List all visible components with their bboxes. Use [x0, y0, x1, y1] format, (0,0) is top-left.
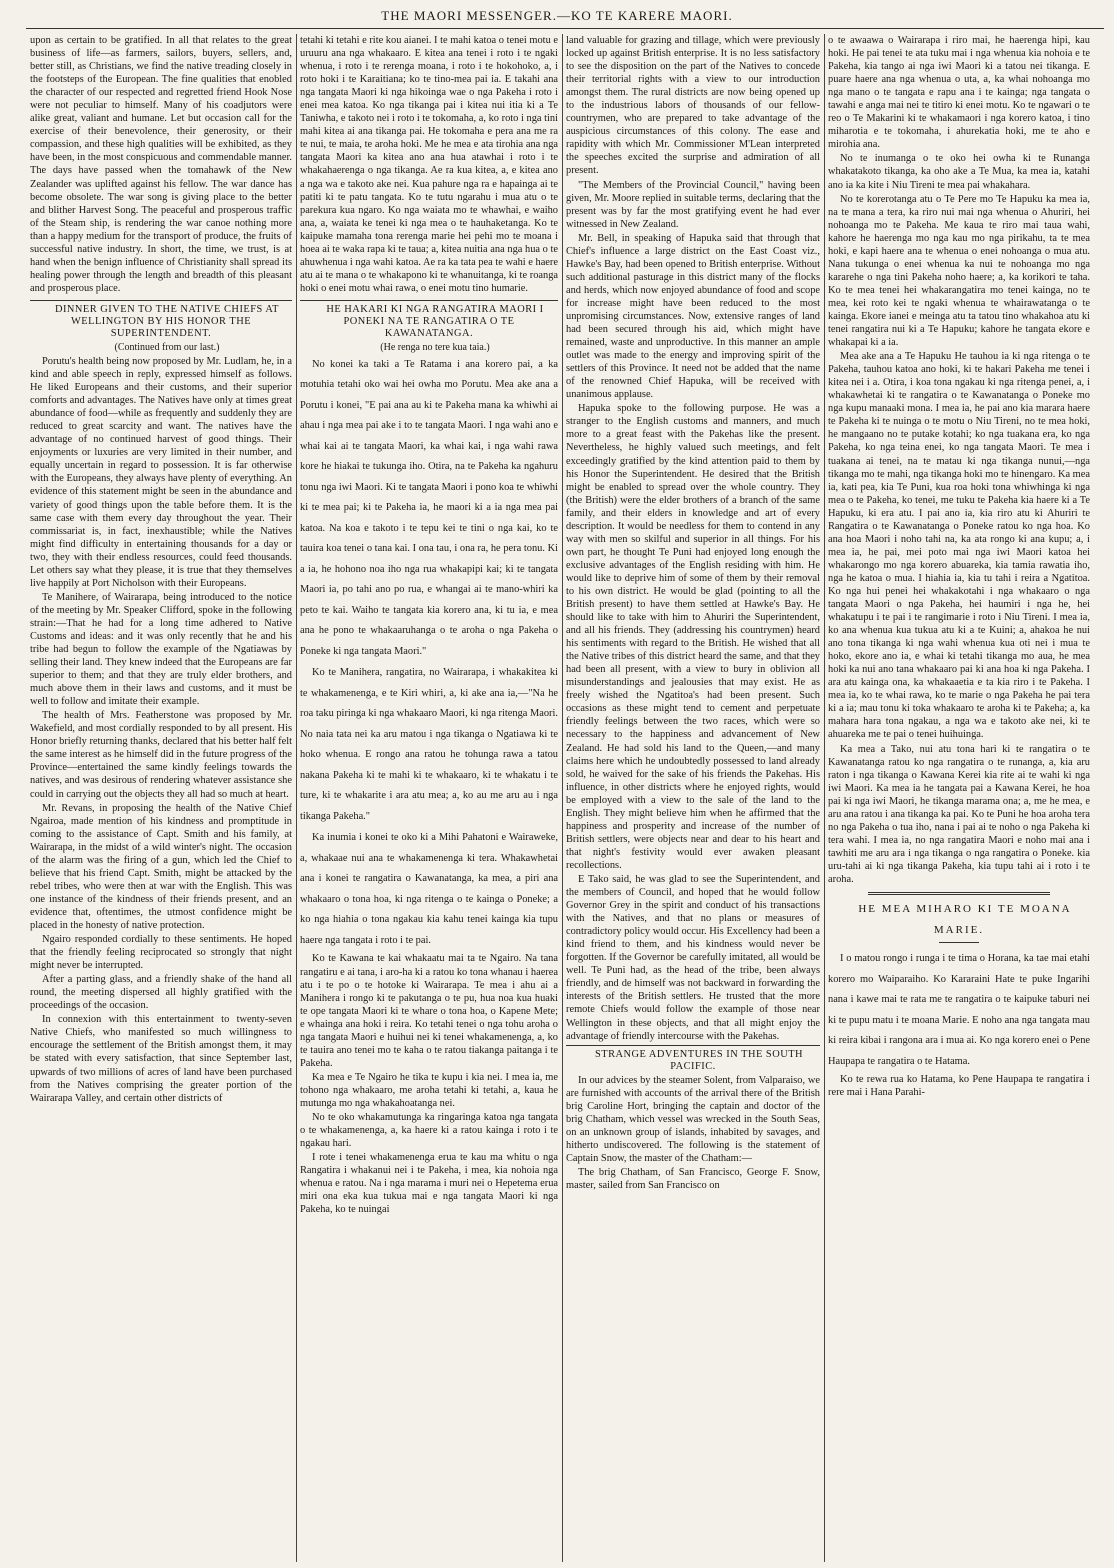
article-rule — [566, 1045, 820, 1046]
paragraph: o te awaawa o Wairarapa i riro mai, he haerenga hipi, kau hoki. He pai tenei te ata tuku mai i nga whenua kia nohoia e te Pakeha, kia tango ai nga iwi Maori ki a tatou nei tikanga. E puare haere ana nga whenua o uta, a, ka whai nohoanga mo nga mano o te tangata e rapu ana i te kainga; nga tangata o tawahi e anga mai nei te titiro ki enei motu. Ko te ngawari o te reo o Te Makarini ki te whakamaori i nga korero katoa, i tino miharotia e te tokomaha, i ahurekatia hoki, me te aho e mirohia ana. — [828, 35, 1090, 151]
article-subheading: (He renga no tere kua taia.) — [380, 341, 490, 353]
paragraph: Hapuka spoke to the following purpose. He was a stranger to the English customs and manners, and much more to a great feast with the Pakehas like the present. Nevertheless, he highly valued such meetings, and felt exceedingly gratified by the kind attention paid to them by his Honor the Superintendent. He desired that the British might be enabled to spread over the whole country. They (the British) were the elder brothers of a branch of the same family, and their elders in knowledge and art of every description. It would be needless for them to contend in any way with men so skilful and superior in all things. For his own part, he thought Te Puni had enjoyed long enough the exclusive advantages of the English residing with him. He would like to deprive him of some of them by their removal to his own district. He would be glad (pointing to all the British present) to have them settled at Hawke's Bay. He should like to take with him to Ahuriri the Superintendent, and all his friends. They (addressing his countrymen) heard his sentiments with regard to the British. He wished that all the Native tribes of this district heard the same, and that they had been all present, with a view to bury in oblivion all misunderstandings and jealousies that may exist. He as freely wished the Ngatitoa's had been present. Such occasions as these might tend to cement and perpetuate friendly feelings between the two races, which were so necessary to the happiness and advancement of New Zealand. He had sold his land to the Queen,—and many claims here which he undoubtedly possessed to land already sold, he waived for the sake of his friends the Pakehas. His influence, in other districts where he enjoyed rights, would be employed with a view to the sale of the land to the English. They might believe him when he affirmed that the happiness and prosperity and increase of the number of British settlers, were objects near and dear to his heart and that night's festivity would ever awaken pleasant recollections. — [566, 403, 820, 871]
paragraph: Ka mea a Tako, nui atu tona hari ki te rangatira o te Kawanatanga ratou ko nga rangatira o te runanga, a, kia aru raton i nga tikanga o Kawana Kerei kia rite ai te wahi ki nga iwi Maori. Ka mea ia he tangata pai a Kawana Kerei, he hoa pai ki nga iwi Maori, he tikanga marama ona; a, me he mea, e aru ana ratou i ana tikanga ka pai. Ko te Puni he hoa aroha tera no nga Pakeha o tua iho, nana i pai ai te noho o nga Pakeha ki tera wahi. I mea ia, no nga rangatira Maori e noho mai ana i tawhiti me aru ara i nga tikanga o nga rangatira o Poneke. kia uru-tahi ai ki nga tikanga Pakeha, kia tupu tahi ai i roto i te aroha. — [828, 743, 1090, 885]
article-heading: HE HAKARI KI NGA RANGATIRA MAORI I PONEKI NA TE RANGATIRA O TE KAWANATANGA. — [326, 303, 544, 339]
paragraph: E Tako said, he was glad to see the Superintendent, and the members of Council, and hoped that he would follow Governor Grey in the spirit and conduct of his transactions with the Natives, and that no plans or measures of contradictory policy would occur. His Excellency had been a kind friend to them, and his kindness would never be forgotten. If the Governor be carefully imitated, all would be well. Te Puni had, as the head of the tribe, been always friendly, and de himself was not backward in forwarding the interests of the British settlers. He trusted that the more remote Chiefs would follow the example of those near Wellington in these objects, and that all might enjoy the advantage of friendly intercourse with the Pakehas. — [566, 874, 820, 1042]
masthead-rule — [26, 28, 1104, 29]
heading-rule — [939, 942, 979, 943]
masthead: THE MAORI MESSENGER.—KO TE KARERE MAORI. — [381, 8, 733, 23]
paragraph: Ko te rewa rua ko Hatama, ko Pene Haupapa te rangatira i rere mai i Hana Parahi- — [828, 1074, 1090, 1099]
paragraph: After a parting glass, and a friendly shake of the hand all round, the meeting dispersed all highly gratified with the proceedings of the occasion. — [30, 974, 292, 1012]
paragraph: Ka inumia i konei te oko ki a Mihi Pahatoni e Wairaweke, a, whakaae nui ana te whakamenenga ki tera. Whakawhetai ana i konei te rangatira o Kawanatanga, ka mea, a piri ana whakaaro o tona hoa, ki nga ritenga o te kainga o Poneke; a ko nga hiahia o tona ngakau kia kahu tenei kainga kia tupu haere nga tangata i roto i te pai. — [300, 832, 558, 946]
paragraph: upon as certain to be gratified. In all that relates to the great business of life—as farmers, sailors, buyers, sellers, and, better still, as Christians, we find the native treading closely in the footsteps of the European. The fine qualities that enobled the character of our respected and regretted friend Hook Nose were not peculiar to himself. Many of his coadjutors were alike great, valiant and humane. Let but occasion call for the exercise of their benevolence, their generosity, or their compassion, and these high qualities will be exhibited, as they have been, in the most conspicuous and commendable manner. The days have passed when the tomahawk of the New Zealander was uplifted against his fellow. The war dance has become obsolete. The war song is giving place to the better and blither Harvest Song. The peaceful and prosperous traffic of the Steam ship, is rendering the war canoe nothing more than a happy medium for the transport of produce, the fruits of successful native industry. In short, the time, we trust, is at hand when the benign influence of Christianity shall spread its healing power through the length and breadth of this pleasant and prosperous place. — [30, 35, 292, 294]
paragraph: "The Members of the Provincial Council," having been given, Mr. Moore replied in suitable terms, declaring that the present was by far the most gratifying event he had ever witnessed in New Zealand. — [566, 179, 820, 230]
paragraph: I rote i tenei whakamenenga erua te kau ma whitu o nga Rangatira i whakanui nei i te Pakeha, i mea, kia nohoia nga whenua e ratou. Na i nga marama i muri nei o Hepetema erua miri ona eka kua tukua mai e nga tangata Maori ki nga Pakeha, ko te nuingai — [300, 1152, 558, 1216]
article-heading: DINNER GIVEN TO THE NATIVE CHIEFS AT WELLINGTON BY HIS HONOR THE SUPERINTENDENT. — [54, 303, 280, 339]
paragraph: Ko te Kawana te kai whakaatu mai ta te Ngairo. Na tana rangatiru e ai tana, i aro-ha ki a ratou ko tona whanau i haerea atu i te po o te hotoke ki Wairarapa. Te mea i ahu ai a Manihera i rongo ki te pakutanga o te pu, hua noa kua huaki te ope tangata Maori ki te whare o tona hoa, o Kapene Mete; e whainga ana hoki i reira. Ko tetahi tenei o nga tohu aroha o nga tangata Maori e huihui nei ki tenei whakamenenga, a, ko te tauira ano tenei mo te kaha o te ratou tiakanga paitanga i te Pakeha. — [300, 953, 558, 1069]
column-3 — [566, 34, 820, 1562]
column-2 — [300, 34, 558, 1562]
paragraph: Ka mea e Te Ngairo he tika te kupu i kia nei. I mea ia, me tohono nga whakaaro, me aroha tetahi ki tetahi, a, kaua he mutunga mo nga whakahoatanga nei. — [300, 1071, 558, 1109]
column-divider — [824, 34, 825, 1562]
paragraph: tetahi ki tetahi e rite kou aianei. I te mahi katoa o tenei motu e uruuru ana nga whakaaro. E kitea ana tenei i roto i te ngaki whenua, i roto i te rerenga moana, i roto i te hokohoko, a, i roto hoki i te Karaitiana; ko te tino-mea pai ia. E takahi ana nga tangata Maori ki nga hikoinga wae o nga Pakeha i roto i enei mea katoa. Ko nga tikanga pai i kitea nui itia ki a Te Taniwha, e takoto nei i roto i te tokomaha, a, ko roto i nga tini mahi kitea ai ana tikanga pai. He tokomaha e pera ana me ra te nui, te maia, te aroha hoki. Me he mea e ata tirohia ana nga tangata Maori ka kitea ano ana hua atawhai i roto i te whakahaerenga o nga tikanga. Ae ra kua kitea, a, e kitea ano a nga wa e takoto ake nei. Kua pahure nga ra e hapainga ai te patiti ki te patu tangata. Ko te tutu ngarahu i mua atu o te parekura kua ngaro. Ko nga waiata mo te whawhai, e waiho ana, a, waiata ke tenei ki nga mea o te hauhaketanga. Ko te kaipuke mamaha tona rerenga marie hei pehi mo te moana i hoea ai te waka rapa ki te taua; a, kitea nuitia ana nga hua o te ahuwhenua i nga wahi katoa. Ae ra ka tata pea te wahi e haere atu ai te mana o te whakapono ki te whanuitanga, ki te roanga hoki o enei motu whai rawa, o enei motu tino humarie. — [300, 35, 558, 294]
column-4 — [828, 34, 1090, 1562]
column-divider — [562, 34, 563, 1562]
paragraph: Mr. Bell, in speaking of Hapuka said that through that Chief's influence a large district on the East Coast viz., Hawke's Bay, had been opened to British enterprise. Without such additional pasturage in this district many of the flocks and herds, which now enjoyed abundance of food and scope for increase might have been reduced to the most unpromising circumstances. Now, extensive ranges of land had been secured through his aid, which might have remained, waste and unproductive. In this manner an ample outlet was made to the energy and improving spirit of the settlers of this Province. It need not be added that the name of the renowned Chief Hapuka, will be received with unanimous applause. — [566, 232, 820, 401]
paragraph: Mr. Revans, in proposing the health of the Native Chief Ngairoa, made mention of his kindness and promptitude in coming to the assistance of Capt. Smith and his family, at Wairarapa, in the midst of a wild winter's night. The occasion of the alarm was the firing of a gun, which led the Chief to believe that his friend Capt. Smith, might be attacked by the rebel tribes, who were then at war with the English. This was one instance of the kindness of their friends present, and an evidence that, oftentimes, the utmost confidence might be placed in the honesty of native protection. — [30, 802, 292, 931]
paragraph: Mea ake ana a Te Hapuku He tauhou ia ki nga ritenga o te Pakeha, tauhou katoa ano hoki, ki te hakari Pakeha me tenei i kitea nei i a. Otira, i koa tona ngakau ki nga ritenga penei, a, i whakawhetai ki te rangatira o te Kawanatanga o Poneke mo nga kupu manaaki mona. I mea ia, he pai ano kia marara haere te Pakeha ki te nuinga o te motu o Niu Tireni, no te mea hoki, he mangaano no te putake kotahi; ko nga tuakana era, ko nga Pakeha, ko nga teina enei, ko nga tangata Maori. Te mea i tuakana ai tenei, na te matau ki nga tikanga nunui,—nga tikanga mo te mahi, nga tikanga hoki mo te hinengaro. Ka mea ia, kati pea, kia Te Puni, kua roa hoki tona whiwhinga ki nga mea o te Pakeha, ko tenei, me tuku te Pakeha kia haere ki a Te Hapuku, ki era atu. I pai ano ia, kia riro atu ki Ahuriri te Rangatira o te Kawanatanga o Poneke ratou ko nga hoa. Ko ana hoa Maori i noho tahi na, ka ata rongo ki ana kupu; a, i mea ia, he pai, mei poto mai nga iwi Maori katoa hei whakarongo mo nga korero abuareka, kia tamia rawatia iho, nga he katoa o mua. I hiahia ia, kia tu tahi i reira a Ngatitoa. Ko nga hui penei hei whakakotahi i nga whakaaro o nga tangata Maori o nga Pakeha, hei haumiri i nga he, hei whakatupu i te pai i te rangimarie i roto i Niu Tireni. I mea ia, ko ana whenua kua tukua atu ki a te Kuini; a, ahakoa he nui ano tona tikanga ki nga wahi whenua kua oti nei i mua te hoko, ekore ano ia, e whai ki tetahi tikanga mo aua, he mea hoki ka nui ano tana whakaaro pai ki ana hoa ki nga Pakeha. I ara atu kainga ona, ka whakaaetia e ta kia riro i te Pakeha. I mea ia, ko te whai rawa, ko te marie o nga Pakeha he pai tera ki a ia; mau tonu ki toka whakaaro te aroha ki te Pakeha; a, ka mahara hara tona ngakau, a nga wa e takoto ake nei, ki te ahuareka me te pai o tenei huihuinga. — [828, 351, 1090, 741]
article-rule — [868, 892, 1050, 895]
paragraph: Ngairo responded cordially to these sentiments. He hoped that the friendly feeling reciprocated so strongly that night might never be interrupted. — [30, 934, 292, 972]
article-rule — [30, 300, 292, 301]
paragraph: Ko te Manihera, rangatira, no Wairarapa, i whakakitea ki te whakamenenga, e te Kiri whiri, a, ki ake ana ia,—"Na he roa taku piringa ki nga whakaaro Maori, ki nga ritenga Maori. No naia tata nei ka aru matou i nga tikanga o Ngatiawa ki te hoko whenua. E rongo ana ratou he tohunga rawa a tatou nakana Pakeha ki te mahi ki te whakaaro, ki te whakatu i te ture, ki te whakarite i ara atu mea; a, ko au me aru au i nga tikanga Pakeha." — [300, 667, 558, 822]
paragraph: Te Manihere, of Wairarapa, being introduced to the notice of the meeting by Mr. Speaker Clifford, spoke in the following strain:—That he had for a long time adhered to Native Customs and ideas: and it was only recently that he and his tribe had begun to follow the example of the Ngatiawas by selling their land. They knew indeed that the Europeans are far superior to them; and that they are truly elder brothers, and much above them in their laws and customs, and it must be well to follow and imitate their example. — [30, 591, 292, 708]
paragraph: No te oko whakamutunga ka ringaringa katoa nga tangata o te whakamenenga, a, ka haere ki a ratou kainga i roto i te ngakau hari. — [300, 1112, 558, 1150]
paragraph: In connexion with this entertainment to twenty-seven Native Chiefs, who manifested so much willingness to encourage the settlement of the British amongst them, it may be stated with every satisfaction, that since September last, upwards of two millions of acres of land have been purchased from the Natives comprising the greater portion of the Wairarapa Valley, and certain other districts of — [30, 1014, 292, 1104]
paragraph: land valuable for grazing and tillage, which were previously locked up against British enterprise. It is no less satisfactory to see the disposition on the part of the Natives to concede their territorial rights with a view to our introduction amongst them. The rural districts are now being opened up to the industrious labors of thousands of our fellow-countrymen, who are prepared to take advantage of the auspicious circumstances of this colony. The ease and rapidity with which Mr. Commissioner M'Lean interpreted the speeches excited the surprise and admiration of all present. — [566, 35, 820, 177]
article-subheading: (Continued from our last.) — [114, 341, 220, 353]
paragraph: The health of Mrs. Featherstone was proposed by Mr. Wakefield, and most cordially responded to by all present. His Honor briefly returning thanks, declared that his better half felt the same interest as he himself did in the future progress of the Province—entertained the same kindly feelings towards the natives, and was desirous of rendering whatever assistance she could in carrying out the objects they all had so much at heart. — [30, 710, 292, 800]
article-rule — [300, 300, 558, 301]
column-divider — [296, 34, 297, 1562]
paragraph: Porutu's health being now proposed by Mr. Ludlam, he, in a kind and able speech in reply, expressed himself as follows. He liked Europeans and their customs, and their superior comforts and advantages. The Natives have only at times great abundance of food—while as frequently and suddenly they are reduced to great scarcity and want. The natives have the advantage of no continued harvest of good things. Their enjoyments or luxuries are very limited in their number, and equally uncertain in regard to possession. It is far otherwise with the Europeans, they always have plenty of everything. An evidence of this statement might be seen in the abundance and variety of good things upon the table before them. It is the same case with them every day throughout the year. Their commissariat is, in fact, inexhaustible; while the Natives might find difficulty in entertaining thousands for a day or two, they with their endless resources, could feed thousands. Let others say what they please, it is true that they themselves live happily at Port Nicholson with their Europeans. — [30, 355, 292, 589]
article-heading: STRANGE ADVENTURES IN THE SOUTH PACIFIC. — [594, 1048, 804, 1072]
paragraph: No te korerotanga atu o Te Pere mo Te Hapuku ka mea ia, na te mana a tera, ka riro nui mai nga whenua o Ahuriri, hei nohoanga mo te Pakeha. Me kaua te riro mai taua wahi, kahore he haerenga mo nga kau mo nga pirikahu, ta te mea hoki, e kapi haere ana te whenua o enei nohoanga o mua atu. Nana tukunga o enei whenua ka nui te nohoanga mo nga kararehe o nga tini Pakeha noho haere; a, ka korikori te taha. Ko te mea tenei hei whakarangatira mo tenei kainga, no te mea, kei roto kei te ngaki whenua te whairawatanga o te kainga. Ekore ianei e meinga atu ta tatou tino whakahoa atu ki tenei rangatira nui ki a Te Hapuku; kahore he tangata ekore e whakapai ki a ia. — [828, 193, 1090, 349]
paragraph: In our advices by the steamer Solent, from Valparaiso, we are furnished with accounts of the arrival there of the British brig Caroline Hort, bringing the captain and doctor of the brig Chatham, which vessel was wrecked in the South Seas, on an unknown group of islands, inhabited by savages, and hitherto undiscovered. The following is the statement of Captain Snow, the master of the Chatham:— — [566, 1074, 820, 1164]
paragraph: I o matou rongo i runga i te tima o Horana, ka tae mai etahi korero mo Waiparaiho. Ko Kararaini Hate te puke Ingarihi nana i kawe mai te rata me te rangatira o te kaipuke taburi nei ki te pupu matu i te moana Marie. E noho ana nga tangata mau ki reira kibai i rangona ara i mua ai. Ko nga korero enei o Pene Haupapa te rangatira o te Hatama. — [828, 953, 1090, 1067]
article-heading: HE MEA MIHARO KI TE MOANA MARIE. — [858, 903, 1072, 937]
column-1 — [30, 34, 292, 1562]
paragraph: No te inumanga o te oko hei owha ki te Runanga whakatakoto tikanga, ka oho ake a Te Mua, ka mea ia, katahi ano ia ka kite i Niu Tireni te mea pai whakahara. — [828, 153, 1090, 191]
paragraph: The brig Chatham, of San Francisco, George F. Snow, master, sailed from San Francisco on — [566, 1166, 820, 1191]
paragraph: No konei ka taki a Te Ratama i ana korero pai, a ka motuhia tetahi oko wai hei owha mo Porutu. Mea ake ana a Porutu i konei, "E pai ana au ki te Pakeha mana ka whiwhi ai ahau i nga mea pai ake i to te tangata Maori. I nga wahi ano e whai kai ai te tangata Maori, ka whai kai, i nga wahi rawa kore he hiakai te tukunga iho. Otira, na te Pakeha ka ngahuru tonu nga iwi Maori. Ki te tangata Maori i pono koa te whiwhi ki te mea pai; ki te Pakeha ia, he maori ki a ia nga mea pai katoa. Na koa e takoto i te tepu kei te tini o nga kai, ko te tauira koa tenei o tana kai. I ona tau, i ona ra, he pera tonu. Ki a ia, he hohono noa iho nga rua whakapipi kai; ki te tangata Maori ia, po tahi ano po rua, e whangai ai te mano-whiri ka peto te kai. Waiho te tangata kia korero ana, ki tu ia, e mea ana he pono te whakaaruhanga o te aroha o nga Pakeha o Poneke ki nga tangata Maori." — [300, 358, 558, 657]
